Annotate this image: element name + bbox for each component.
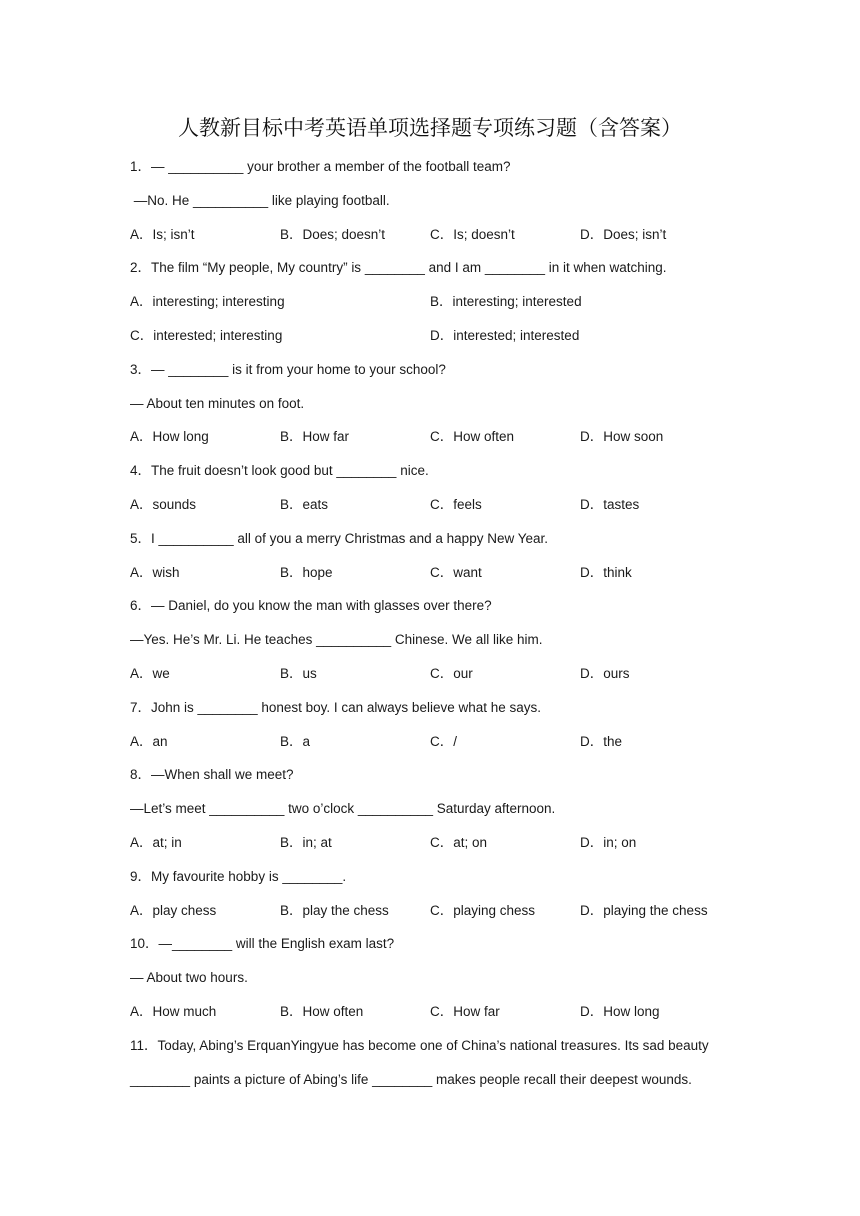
question-3-option-d: D．How soon <box>580 429 664 444</box>
question-3-stem: 3．— ________ is it from your home to your school? <box>130 362 446 377</box>
question-1-stem: 1．— __________ your brother a member of the football team? <box>130 159 511 174</box>
question-6-stem: 6．— Daniel, do you know the man with glasses over there? <box>130 598 492 613</box>
question-10-option-c: C．How far <box>430 1004 500 1019</box>
question-7-stem: 7．John is ________ honest boy. I can always believe what he says. <box>130 700 542 715</box>
question-6-option-d: D．ours <box>580 666 630 681</box>
question-1-option-a: A．Is; isn’t <box>130 227 195 242</box>
question-5-option-a: A．wish <box>130 565 180 580</box>
question-4-option-d: D．tastes <box>580 497 640 512</box>
question-4-option-a: A．sounds <box>130 497 197 512</box>
question-10-option-d: D．How long <box>580 1004 660 1019</box>
question-9-option-b: B．play the chess <box>280 903 389 918</box>
question-7-option-b: B．a <box>280 734 311 749</box>
question-1-option-d: D．Does; isn’t <box>580 227 667 242</box>
question-6-option-b: B．us <box>280 666 317 681</box>
question-10-option-b: B．How often <box>280 1004 364 1019</box>
question-3-option-a: A．How long <box>130 429 209 444</box>
question-7-option-d: D．the <box>580 734 623 749</box>
question-8-option-a: A．at; in <box>130 835 182 850</box>
question-11-line-2: ________ paints a picture of Abing’s life ________ makes people recall their deepest wounds. <box>130 1072 692 1087</box>
question-5-option-c: C．want <box>430 565 482 580</box>
question-2-option-b: B．interesting; interested <box>430 294 582 309</box>
page-title: 人教新目标中考英语单项选择题专项练习题（含答案） <box>178 116 682 140</box>
question-9-stem: 9．My favourite hobby is ________. <box>130 869 347 884</box>
question-1-line-2: —No. He __________ like playing football. <box>130 193 390 208</box>
question-8-line-2: —Let’s meet __________ two o’clock __________ Saturday afternoon. <box>130 801 556 816</box>
question-6-option-a: A．we <box>130 666 170 681</box>
question-7-option-c: C．/ <box>430 734 457 749</box>
question-10-line-2: — About two hours. <box>130 970 248 985</box>
question-1-option-b: B．Does; doesn’t <box>280 227 386 242</box>
question-2-option-d: D．interested; interested <box>430 328 580 343</box>
question-11-stem: 11．Today, Abing’s ErquanYingyue has become one of China’s national treasures. Its sad beauty <box>130 1038 709 1053</box>
question-9-option-c: C．playing chess <box>430 903 536 918</box>
question-10-option-a: A．How much <box>130 1004 217 1019</box>
question-10-stem: 10．—________ will the English exam last? <box>130 936 395 951</box>
question-2-option-c: C．interested; interesting <box>130 328 283 343</box>
question-5-option-d: D．think <box>580 565 632 580</box>
question-8-option-b: B．in; at <box>280 835 332 850</box>
question-8-stem: 8．—When shall we meet? <box>130 767 294 782</box>
question-8-option-d: D．in; on <box>580 835 637 850</box>
question-3-line-2: — About ten minutes on foot. <box>130 396 305 411</box>
question-9-option-d: D．playing the chess <box>580 903 708 918</box>
question-5-stem: 5．I __________ all of you a merry Christmas and a happy New Year. <box>130 531 548 546</box>
question-4-option-b: B．eats <box>280 497 329 512</box>
question-1-option-c: C．Is; doesn’t <box>430 227 515 242</box>
question-9-option-a: A．play chess <box>130 903 217 918</box>
question-5-option-b: B．hope <box>280 565 333 580</box>
question-3-option-b: B．How far <box>280 429 350 444</box>
question-2-option-a: A．interesting; interesting <box>130 294 285 309</box>
question-2-stem: 2．The film “My people, My country” is ________ and I am ________ in it when watching. <box>130 260 667 275</box>
question-3-option-c: C．How often <box>430 429 515 444</box>
question-6-line-2: —Yes. He’s Mr. Li. He teaches __________ Chinese. We all like him. <box>130 632 543 647</box>
question-6-option-c: C．our <box>430 666 473 681</box>
question-4-stem: 4．The fruit doesn’t look good but ________ nice. <box>130 463 429 478</box>
question-8-option-c: C．at; on <box>430 835 488 850</box>
question-4-option-c: C．feels <box>430 497 482 512</box>
question-7-option-a: A．an <box>130 734 168 749</box>
